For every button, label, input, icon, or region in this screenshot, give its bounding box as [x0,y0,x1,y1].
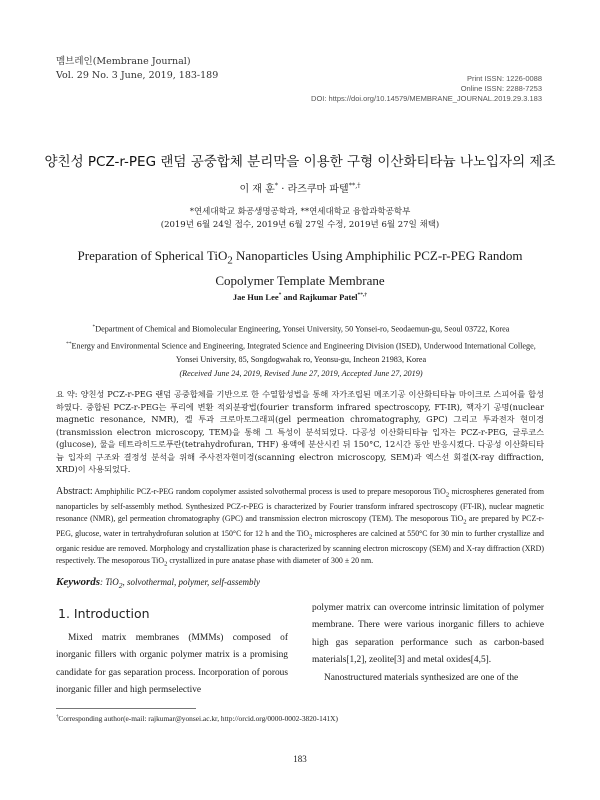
english-title: Preparation of Spherical TiO$_2$ Nanoparticles Using Amphiphilic PCZ-r-PEG Random Copolymer Template Membrane [77,248,523,288]
journal-header [56,55,218,83]
doi: DOI: https://doi.org/10.14579/MEMBRANE_JOURNAL.2019.29.3.183 [311,94,542,103]
korean-affiliation: *연세대학교 화공생명공학과, **연세대학교 융합과학공학부 (2019년 6월 24일 접수, 2019년 6월 27일 수정, 2019년 6월 27일 채택) [0,206,600,232]
paragraph: Mixed matrix membranes (MMMs) composed of inorganic fillers with organic polymer matrix is a promising candidate for gas separation process. Incorporation of porous inorganic filler and high permselective [56,633,288,696]
paragraph: Nanostructured materials synthesized are one of the [324,672,519,683]
print-issn: Print ISSN: 1226-0088 [466,74,542,83]
english-affiliation [62,320,540,381]
section-heading: 1. Introduction [58,606,150,621]
english-dates: (Received June 24, 2019, Revised June 27, 2019, Accepted June 27, 2019) [179,369,423,379]
body-right-column [312,600,544,687]
affiliation-1: *Department of Chemical and Biomolecular Engineering, Yonsei University, 50 Yonsei-ro, Seodaemun-gu, Seoul 03722, Korea [92,324,510,334]
korean-abstract [56,388,544,476]
online-issn: Online ISSN: 2288-7253 [460,84,542,93]
korean-abstract-label: 요 약: [56,389,78,399]
abstract-label: Abstract: [56,486,93,497]
korean-abstract-text: 양친성 PCZ-r-PEG 랜덤 공중합체를 기반으로 한 수열합성법을 통해 자가조립된 메조기공 이산화티타늄 마이크로 스피어를 합성하였다. 중합된 PCZ-r-PEG는 푸리에 변환 적외분광법(fourier transform infrared spectroscopy, FT-IR), 핵자기 공명(nuclear magnetic resonance, NMR), 겔 투과 크로마토그래피(gel permeation chromatography, GPC) 그리고 투과전자 현미경(transmission electron microscopy, TEM)을 통해 그 특성이 분석되었다. 다공성 이산화티타늄 입자는 PCZ-r-PEG, 글루코스(glucose), 물을 테트라히드로푸란(tetrahydrofuran, THF) 용액에 분산시킨 뒤 150°C, 12시간 동안 반응시켰다. 다공성 이산화티타늄 입자의 구조와 결정성 분석을 위해 주사전자현미경(scanning electron microscopy, SEM)과 엑스선 회절(X-ray diffraction, XRD)이 사용되었다. [56,389,544,474]
korean-title: 양친성 PCZ-r-PEG 랜덤 공중합체 분리막을 이용한 구형 이산화티타늄 나노입자의 제조 [44,154,556,170]
paragraph: polymer matrix can overcome intrinsic limitation of polymer membrane. There were various inorganic fillers to achieve high gas separation performance such as carbon-based materials[1,2], zeolite[3] and metal oxides[4,5]. [312,603,544,666]
english-abstract: Abstract: Amphiphilic PCZ-r-PEG random copolymer assisted solvothermal process is used to prepare mesoporous TiO$_2$ microspheres generated from nanoparticles by self-assembly method. Synthesized PCZ-r-PEG is characterized by Fourier transform infrared spectroscopy (FT-IR), nuclear magnetic resonance (NMR), gel permeation chromatography (GPC) and transmission electron microscopy (TEM). The mesoporous TiO$_2$ are prepared by PCZ-r-PEG, glucose, water in tertrahydrofuran solution at 150°C for 12 h and the TiO$_2$ microspheres are calcined at 550°C for 30 min to further crystallize and organic residue are removed. Morphology and crystallization phase is characterized by scanning electron microscopy (SEM) and X-ray diffraction (XRD) respectively. The mesoporous TiO$_2$ crystallized in pure anatase phase with diameter of 300 ± 20 nm. [56,486,544,568]
keywords-label: Keywords [56,576,100,588]
body-left-column [56,630,288,700]
volume-line: Vol. 29 No. 3 June, 2019, 183-189 [56,70,219,81]
korean-authors: 이 재 훈* · 라즈쿠마 파텔**,† [239,181,361,195]
affiliation-2: **Energy and Environmental Science and Engineering, Integrated Science and Engineering Division (ISED), Underwood International College, Yonsei University, 85, Songdogwahak ro, Yeonsu-gu, Incheon 21983, Korea [66,340,536,365]
page-number: 183 [293,754,307,764]
issn-block [311,74,542,104]
journal-name: 멤브레인(Membrane Journal) [56,56,191,67]
keywords: Keywords: TiO$_2$, solvothermal, polymer, self-assembly [56,576,260,590]
footnote: †Corresponding author(e-mail: rajkumar@yonsei.ac.kr, http://orcid.org/0000-0002-3820-141X) [56,714,338,723]
english-authors: Jae Hun Lee* and Rajkumar Patel**,† [232,292,368,302]
korean-dates: (2019년 6월 24일 접수, 2019년 6월 27일 수정, 2019년 6월 27일 채택) [160,220,440,230]
footnote-rule [56,708,196,709]
